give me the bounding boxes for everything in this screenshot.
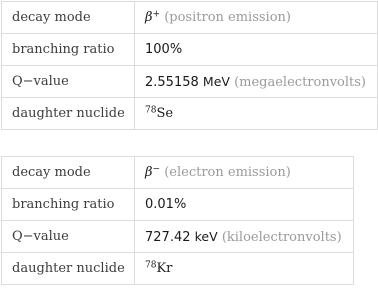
row-label: Q−value	[2, 221, 135, 253]
table-row	[2, 34, 378, 66]
decay-symbol-sup: −	[152, 164, 161, 175]
decay-symbol-sup: +	[152, 9, 161, 20]
row-label: branching ratio	[2, 189, 135, 221]
q-value-unit: keV	[194, 228, 218, 244]
branching-ratio-value: 0.01%	[135, 189, 354, 221]
table-row	[2, 66, 378, 98]
mass-number: 78	[145, 105, 157, 116]
decay-mode-description: (electron emission)	[164, 165, 291, 180]
element-symbol: Se	[156, 106, 174, 121]
daughter-nuclide-value	[135, 253, 354, 285]
table-row	[2, 157, 354, 189]
decay-table-beta-minus	[1, 156, 354, 285]
row-label: Q−value	[2, 66, 135, 98]
element-symbol: Kr	[156, 261, 173, 276]
q-value	[135, 66, 378, 98]
table-row	[2, 2, 378, 34]
decay-mode-description: (positron emission)	[164, 10, 291, 25]
q-value-unit: MeV	[202, 73, 230, 89]
q-value-number: 727.42	[145, 229, 191, 245]
row-label: decay mode	[2, 2, 135, 34]
decay-symbol: β	[145, 10, 153, 25]
q-value-unit-description: (megaelectronvolts)	[234, 74, 367, 90]
mass-number: 78	[145, 260, 157, 271]
table-row	[2, 221, 354, 253]
decay-mode-value	[135, 2, 378, 34]
table-row	[2, 98, 378, 130]
decay-symbol: β	[145, 165, 153, 180]
branching-ratio-value: 100%	[135, 34, 378, 66]
row-label: daughter nuclide	[2, 253, 135, 285]
table-row	[2, 253, 354, 285]
row-label: branching ratio	[2, 34, 135, 66]
row-label: decay mode	[2, 157, 135, 189]
daughter-nuclide-value	[135, 98, 378, 130]
q-value-number: 2.55158	[145, 74, 199, 90]
table-row	[2, 189, 354, 221]
q-value-unit-description: (kiloelectronvolts)	[221, 229, 342, 245]
row-label: daughter nuclide	[2, 98, 135, 130]
decay-table-beta-plus	[1, 1, 378, 130]
q-value	[135, 221, 354, 253]
decay-mode-value	[135, 157, 354, 189]
